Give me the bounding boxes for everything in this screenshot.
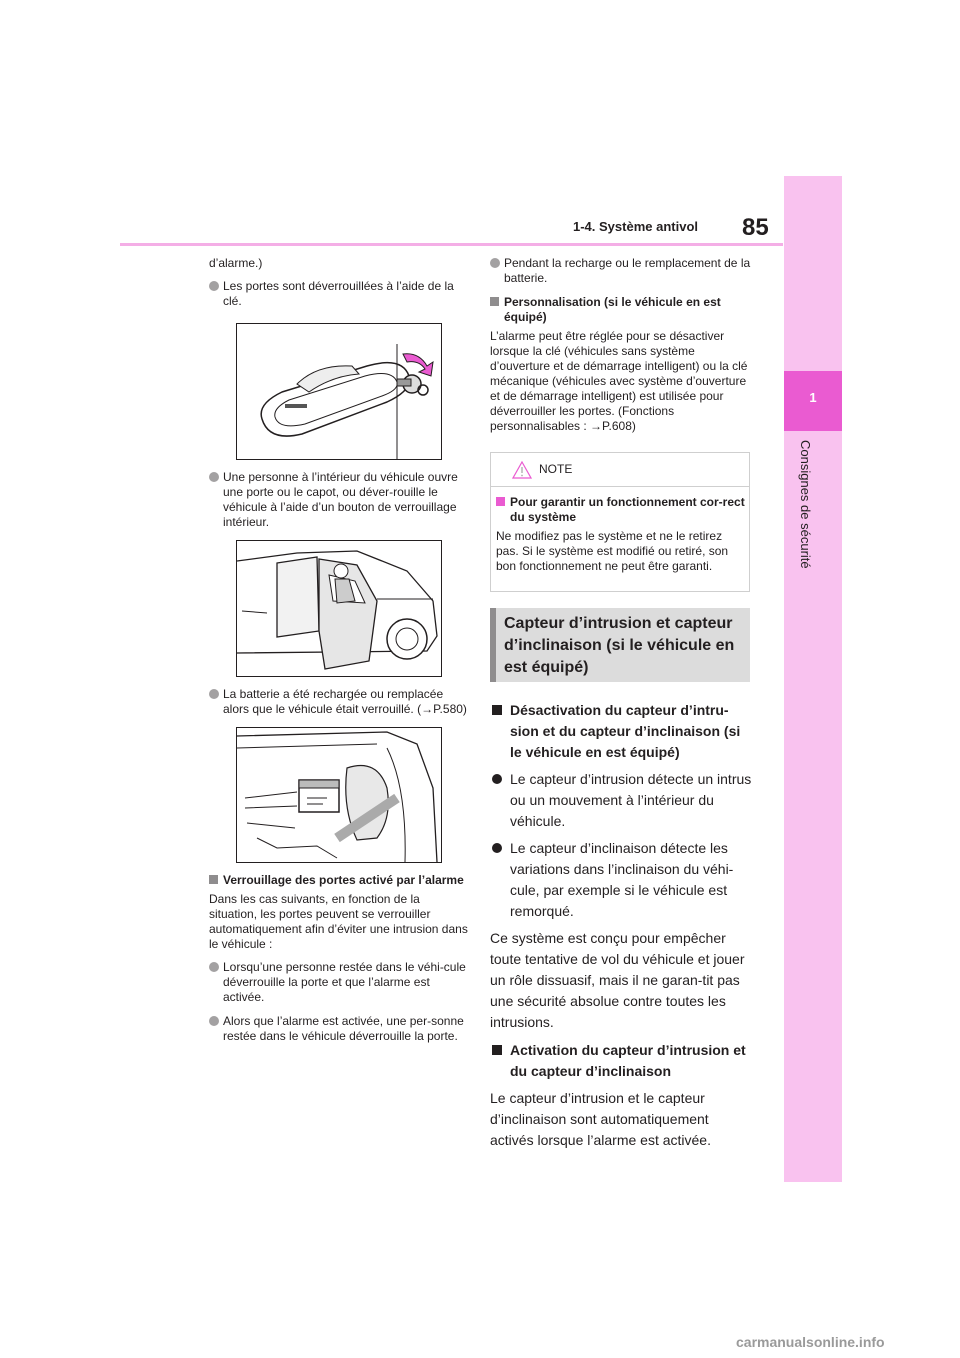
intro-text: d’alarme.) [209, 256, 263, 270]
note-subhead: Pour garantir un fonctionnement cor-rect du système [496, 495, 745, 525]
left-column [209, 256, 470, 1053]
note-text: Ne modifiez pas le système et ne le retirez pas. Si le système est modifié ou retiré, son bon fonctionnement ne peut être garanti. [496, 529, 729, 573]
note-label: NOTE [539, 462, 573, 476]
subhead-activation: Activation du capteur d’intrusion et du capteur d’inclinaison [490, 1040, 752, 1082]
battery-engine-bay-illustration [236, 727, 442, 863]
note-box [490, 452, 750, 592]
subhead-deactivation: Désactivation du capteur d’intru-sion et du capteur d’inclinaison (si le véhicule en est équipé) [490, 700, 752, 763]
list-item: Une personne à l’intérieur du véhicule ouvre une porte ou le capot, ou déver-rouille le véhicule à l’aide d’un bouton de verrouillage intérieur. [209, 470, 470, 530]
customization-paragraph: L’alarme peut être réglée pour se désactiver lorsque la clé (véhicules sans système d’ouverture et de démarrage intelligent) ou la clé mécanique (véhicules avec système d’ouverture et de démarrage intelligent) est utilisée pour déverrouiller les portes. (Fonctions personnalisables : →P.608) [490, 329, 748, 433]
activation-paragraph: Le capteur d’intrusion et le capteur d’inclinaison sont automatiquement activés lorsque l’alarme est activée. [490, 1090, 711, 1148]
system-purpose-paragraph: Ce système est conçu pour empêcher toute tentative de vol du véhicule et jouer un rôle dissuasif, mais il ne garan-tit pas une sécurité absolue contre toutes les intrusions. [490, 930, 745, 1030]
chapter-number: 1 [809, 390, 817, 405]
list-item: Alors que l’alarme est activée, une per-sonne restée dans le véhicule déverrouille la porte. [209, 1014, 470, 1044]
chapter-side-tab [784, 176, 842, 1182]
subhead-auto-lock: Verrouillage des portes activé par l’alarme [209, 873, 470, 888]
door-handle-key-illustration [236, 323, 442, 460]
subhead-customization: Personnalisation (si le véhicule en est équipé) [490, 295, 752, 325]
right-column [490, 256, 752, 1158]
note-body [491, 487, 749, 574]
person-opening-door-illustration [236, 540, 442, 677]
watermark-text: carmanualsonline.info [736, 1334, 885, 1350]
chapter-label: Consignes de sécurité [798, 440, 813, 569]
list-item: Lorsqu’une personne restée dans le véhi-cule déverrouille la porte et que l’alarme est activée. [209, 960, 470, 1005]
auto-lock-paragraph: Dans les cas suivants, en fonction de la situation, les portes peuvent se verrouiller automatiquement afin d’éviter une intrusion dans le véhicule : [209, 892, 468, 951]
list-item: Pendant la recharge ou le remplacement de la batterie. [490, 256, 752, 286]
list-item: La batterie a été rechargée ou remplacée alors que le véhicule était verrouillé. (→P.580) [209, 687, 470, 717]
list-item: Le capteur d’inclinaison détecte les variations dans l’inclinaison du véhi-cule, par exemple si le véhicule est remorqué. [490, 838, 752, 922]
section-heading: Capteur d’intrusion et capteur d’inclinaison (si le véhicule en est équipé) [490, 608, 750, 682]
page-number: 85 [742, 214, 769, 241]
note-header [491, 453, 749, 487]
warning-triangle-icon [512, 461, 532, 479]
header-rule [120, 243, 783, 246]
section-title: 1-4. Système antivol [573, 219, 698, 234]
list-item: Le capteur d’intrusion détecte un intrus ou un mouvement à l’intérieur du véhicule. [490, 769, 752, 832]
list-item: Les portes sont déverrouillées à l’aide de la clé. [209, 279, 470, 309]
